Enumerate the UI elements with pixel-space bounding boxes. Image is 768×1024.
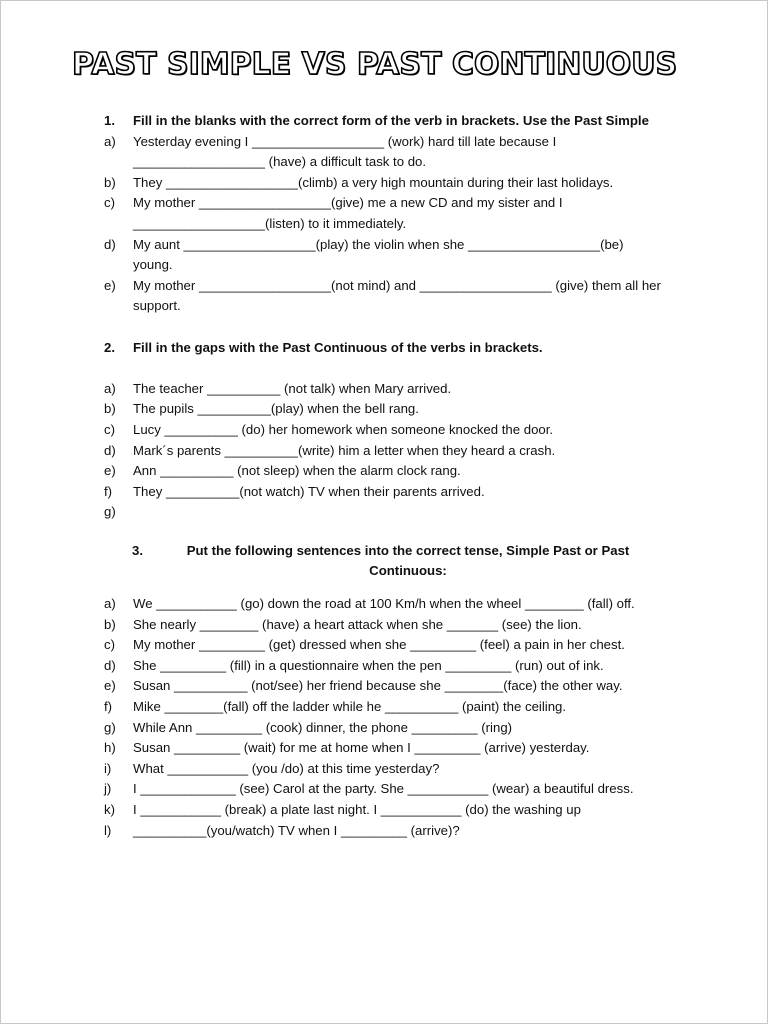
exercise-item — [104, 635, 664, 656]
item-text: My mother __________________(not mind) and __________________ (give) them all her support. — [133, 277, 661, 314]
item-label: b) — [104, 401, 116, 417]
exercise-item — [104, 193, 664, 234]
exercise-item — [104, 779, 664, 800]
item-text: The pupils __________(play) when the bell rang. — [133, 401, 419, 417]
exercise-item — [104, 656, 664, 677]
item-label: e) — [104, 463, 116, 479]
item-text: I ___________ (break) a plate last night. I ___________ (do) the washing up — [133, 802, 581, 817]
exercise-item — [104, 399, 664, 420]
exercise-item — [104, 502, 664, 523]
item-label: i) — [104, 760, 112, 776]
item-label: d) — [104, 657, 116, 673]
item-text: Mike ________(fall) off the ladder while he __________ (paint) the ceiling. — [133, 699, 567, 715]
section-3-heading — [104, 541, 664, 582]
item-label: a) — [104, 133, 116, 149]
item-text: We ___________ (go) down the road at 100 Km/h when the wheel ________ (fall) off. — [133, 596, 635, 612]
section-2-heading — [104, 338, 664, 359]
exercise-item — [104, 173, 664, 194]
item-label: c) — [104, 195, 115, 211]
section-instruction: Fill in the gaps with the Past Continuous of the verbs in brackets. — [133, 339, 543, 355]
item-label: h) — [104, 740, 116, 756]
exercise-item — [104, 615, 664, 636]
section-number: 2. — [104, 339, 115, 355]
item-text: They __________(not watch) TV when their parents arrived. — [133, 483, 485, 499]
item-label: g) — [104, 504, 116, 520]
exercise-item — [104, 594, 664, 615]
section-instruction: Put the following sentences into the correct tense, Simple Past or Past Continuous: — [186, 542, 630, 579]
item-label: e) — [104, 678, 116, 694]
item-label: d) — [104, 442, 116, 458]
item-label: f) — [104, 483, 113, 499]
item-label: c) — [104, 637, 115, 653]
item-text: __________(you/watch) TV when I _________ (arrive)? — [133, 822, 460, 838]
item-label: g) — [104, 719, 116, 735]
item-label: d) — [104, 236, 116, 252]
exercise-item — [104, 718, 664, 739]
exercise-item — [104, 276, 664, 317]
exercise-item — [104, 235, 664, 276]
exercise-item — [104, 420, 664, 441]
worksheet-body — [104, 111, 664, 841]
item-text: My aunt __________________(play) the violin when she __________________(be) young. — [133, 236, 624, 273]
exercise-item — [104, 800, 664, 821]
item-text: While Ann _________ (cook) dinner, the phone _________ (ring) — [133, 719, 513, 735]
item-text: She _________ (fill) in a questionnaire when the pen _________ (run) out of ink. — [133, 657, 604, 673]
item-label: b) — [104, 174, 116, 190]
exercise-item — [104, 676, 664, 697]
exercise-item — [104, 132, 664, 173]
item-text: Susan __________ (not/see) her friend because she ________(face) the other way. — [133, 678, 623, 694]
item-text: The teacher __________ (not talk) when Mary arrived. — [133, 380, 452, 396]
item-label: c) — [104, 421, 115, 437]
section-number: 3. — [132, 542, 143, 558]
exercise-item — [104, 821, 664, 842]
exercise-item — [104, 482, 664, 503]
item-label: l) — [104, 822, 112, 838]
item-text: What ___________ (you /do) at this time yesterday? — [133, 760, 440, 776]
section-instruction: Fill in the blanks with the correct form of the verb in brackets. Use the Past Simple — [133, 113, 649, 128]
item-label: e) — [104, 277, 116, 293]
item-text: I _____________ (see) Carol at the party. She ___________ (wear) a beautiful dress. — [133, 781, 634, 797]
item-label: a) — [104, 596, 116, 612]
exercise-item — [104, 738, 664, 759]
worksheet-title: PAST SIMPLE VS PAST CONTINUOUS — [72, 47, 678, 82]
item-text: My mother __________________(give) me a new CD and my sister and I __________________(listen) to it immediately. — [133, 195, 563, 231]
item-label: b) — [104, 616, 116, 632]
exercise-item — [104, 697, 664, 718]
section-1-heading — [104, 111, 664, 132]
item-label: k) — [104, 802, 115, 817]
exercise-item — [104, 379, 664, 400]
item-text: My mother _________ (get) dressed when she _________ (feel) a pain in her chest. — [133, 637, 625, 653]
section-number: 1. — [104, 113, 115, 128]
item-text: Ann __________ (not sleep) when the alarm clock rang. — [133, 463, 461, 479]
item-text: Susan _________ (wait) for me at home when I _________ (arrive) yesterday. — [133, 740, 590, 756]
item-text: Lucy __________ (do) her homework when someone knocked the door. — [133, 421, 554, 437]
exercise-item — [104, 441, 664, 462]
item-text: Mark´s parents __________(write) him a letter when they heard a crash. — [133, 442, 556, 458]
exercise-item — [104, 461, 664, 482]
item-text: They __________________(climb) a very high mountain during their last holidays. — [133, 174, 614, 190]
exercise-item — [104, 759, 664, 780]
item-text: Yesterday evening I __________________ (work) hard till late because I __________________ (have) a difficult task to do. — [133, 133, 557, 170]
item-label: a) — [104, 380, 116, 396]
item-text — [133, 502, 664, 523]
item-label: j) — [104, 781, 112, 797]
item-label: f) — [104, 699, 113, 715]
item-text: She nearly ________ (have) a heart attack when she _______ (see) the lion. — [133, 616, 582, 632]
